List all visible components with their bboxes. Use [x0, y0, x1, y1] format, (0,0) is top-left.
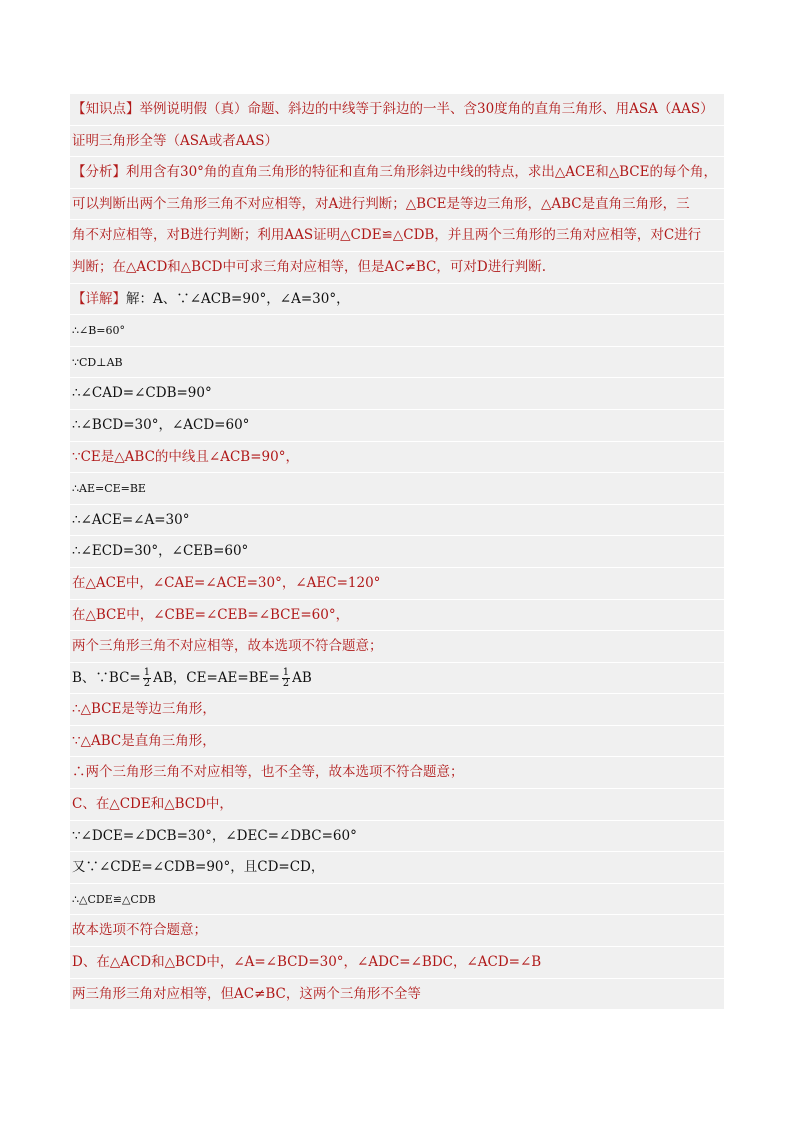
text-line-detail-14: ∴△BCE是等边三角形， — [70, 694, 724, 726]
text-line-detail-19: 又∵∠CDE=∠CDB=90°，且CD=CD， — [70, 852, 724, 884]
text-line-knowledge-2: 证明三角形全等（ASA或者AAS） — [70, 126, 724, 158]
text-line-detail-8: ∴∠ACE=∠A=30° — [70, 505, 724, 537]
text-line-detail-6: ∵CE是△ABC的中线且∠ACB=90°， — [70, 442, 724, 474]
text-line-detail-3: ∵CD⊥AB — [70, 347, 724, 379]
text-line-detail-18: ∵∠DCE=∠DCB=30°，∠DEC=∠DBC=60° — [70, 821, 724, 853]
text-line-detail-5: ∴∠BCD=30°，∠ACD=60° — [70, 410, 724, 442]
text-line-analysis-2: 可以判断出两个三角形三角不对应相等，对A进行判断；△BCE是等边三角形，△ABC是直角三角形，三 — [70, 189, 724, 221]
fraction-2-numerator: 1 — [282, 666, 290, 678]
fraction-1-numerator: 1 — [143, 666, 151, 678]
text-line-analysis-4: 判断；在△ACD和△BCD中可求三角对应相等，但是AC≠BC，可对D进行判断. — [70, 252, 724, 284]
text-line-detail-15: ∵△ABC是直角三角形， — [70, 726, 724, 758]
text-line-detail-20: ∴△CDE≌△CDB — [70, 884, 724, 916]
text-line-detail-10: 在△ACE中，∠CAE=∠ACE=30°，∠AEC=120° — [70, 568, 724, 600]
solution-block — [70, 94, 724, 1010]
fraction-1-denominator: 2 — [143, 677, 151, 689]
text-line-detail-7: ∴AE=CE=BE — [70, 473, 724, 505]
fraction-1 — [143, 668, 151, 689]
frac-mid: AB，CE=AE=BE= — [153, 669, 280, 686]
text-line-detail-1 — [70, 284, 724, 316]
text-line-detail-13 — [70, 663, 724, 695]
text-line-knowledge-1: 【知识点】举例说明假（真）命题、斜边的中线等于斜边的一半、含30度角的直角三角形、用ASA（AAS） — [70, 94, 724, 126]
fraction-2 — [282, 668, 290, 689]
frac-post: AB — [292, 669, 312, 686]
text-line-detail-9: ∴∠ECD=30°，∠CEB=60° — [70, 536, 724, 568]
frac-pre: B、∵BC= — [72, 669, 141, 686]
text-line-detail-11: 在△BCE中，∠CBE=∠CEB=∠BCE=60°， — [70, 600, 724, 632]
text-line-detail-4: ∴∠CAD=∠CDB=90° — [70, 378, 724, 410]
text-line-detail-16: ∴两个三角形三角不对应相等，也不全等，故本选项不符合题意； — [70, 757, 724, 789]
text-line-detail-23: 两三角形三角对应相等，但AC≠BC，这两个三角形不全等 — [70, 979, 724, 1011]
text-line-analysis-3: 角不对应相等，对B进行判断；利用AAS证明△CDE≌△CDB，并且两个三角形的三角对应相等，对C进行 — [70, 220, 724, 252]
text-line-detail-22: D、在△ACD和△BCD中，∠A=∠BCD=30°，∠ADC=∠BDC，∠ACD=∠B — [70, 947, 724, 979]
detail-label: 【详解】 — [72, 290, 126, 307]
text-line-analysis-1: 【分析】利用含有30°角的直角三角形的特征和直角三角形斜边中线的特点，求出△ACE和△BCE的每个角， — [70, 157, 724, 189]
detail-text: 解：A、∵∠ACB=90°，∠A=30°， — [126, 290, 350, 307]
text-line-detail-2: ∴∠B=60° — [70, 315, 724, 347]
text-line-detail-21: 故本选项不符合题意； — [70, 915, 724, 947]
text-line-detail-12: 两个三角形三角不对应相等，故本选项不符合题意； — [70, 631, 724, 663]
text-line-detail-17: C、在△CDE和△BCD中， — [70, 789, 724, 821]
fraction-2-denominator: 2 — [282, 677, 290, 689]
